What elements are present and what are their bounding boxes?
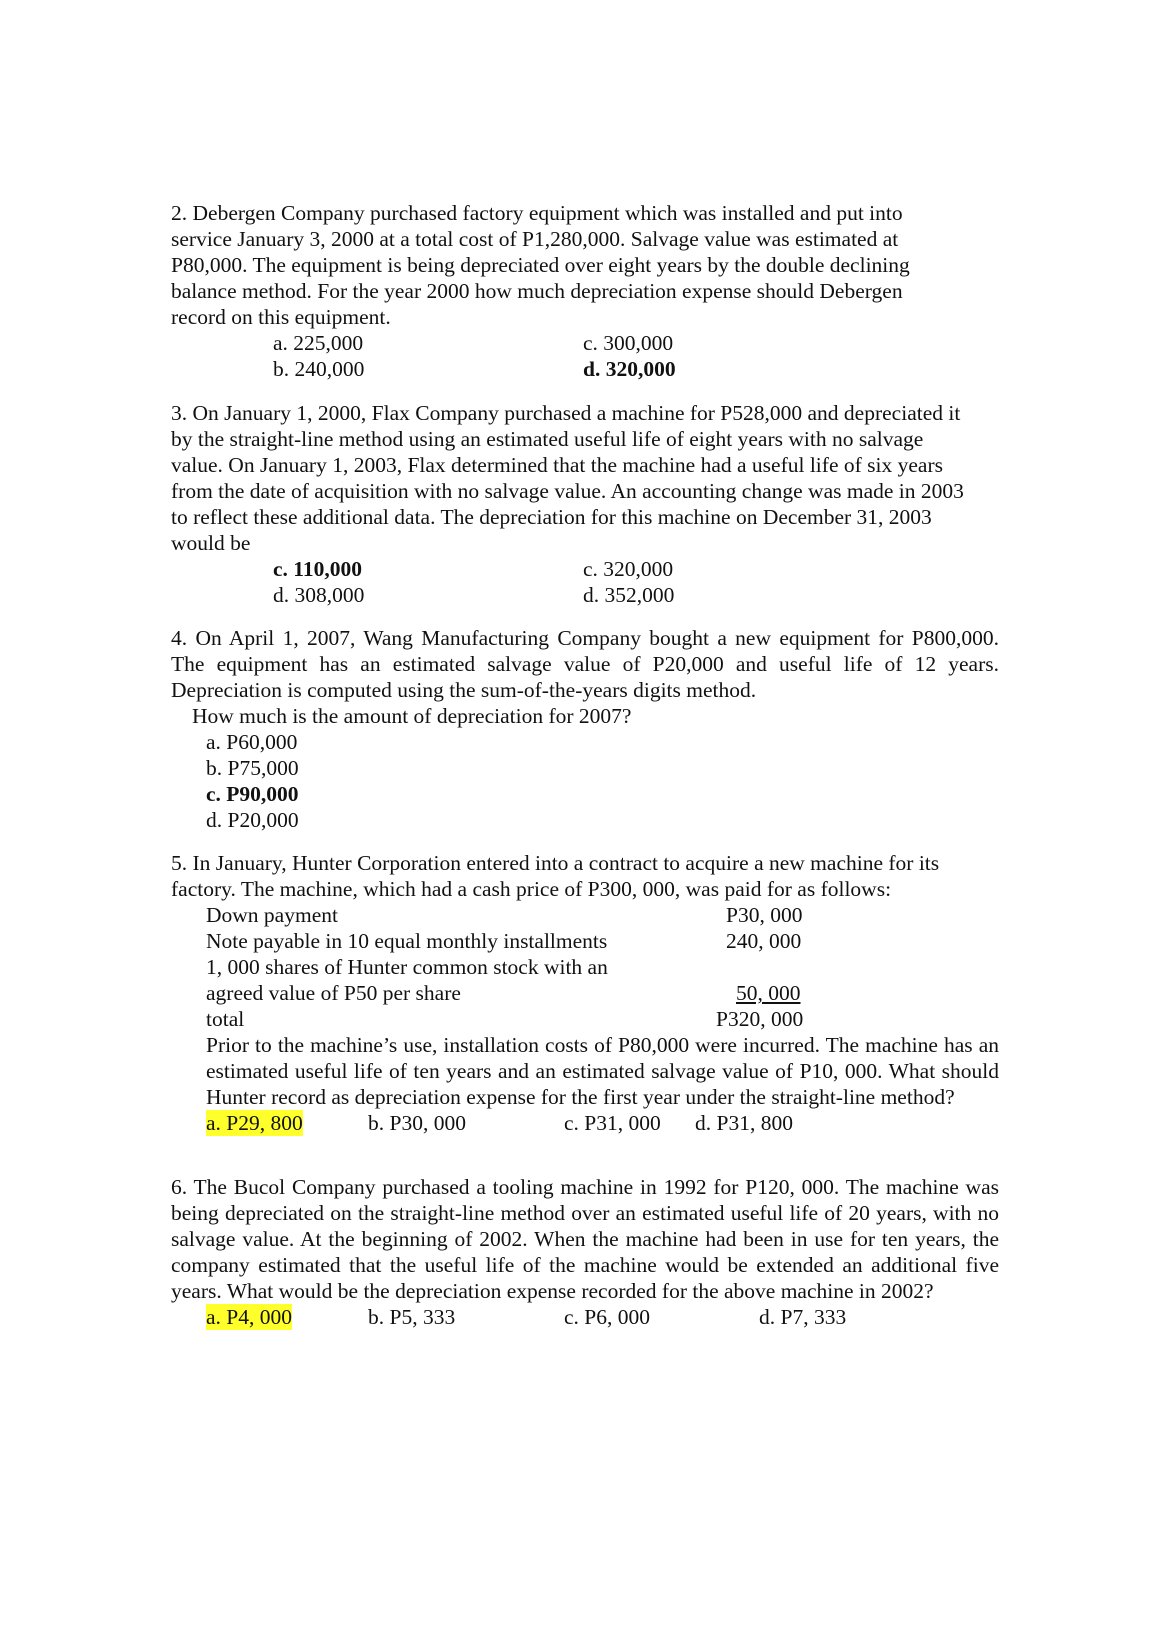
q3-option-4: d. 352,000	[583, 583, 675, 607]
question-4-subquestion: How much is the amount of depreciation for 2007?	[192, 704, 632, 728]
question-3	[171, 400, 999, 608]
question-5-paragraph: Prior to the machine’s use, installation costs of P80,000 were incurred. The machine has an estimated useful life of ten years and an estimated salvage value of P10, 000. What should Hunter record as depreciation expense for the first year under the straight-line method?	[206, 1033, 999, 1109]
question-6	[171, 1174, 999, 1330]
payment-label: Down payment	[206, 903, 338, 927]
payment-row	[206, 928, 999, 954]
q5-option-a-answer: a. P29, 800	[206, 1111, 303, 1135]
q6-option-a-answer: a. P4, 000	[206, 1305, 292, 1329]
q4-option-d: d. P20,000	[206, 808, 299, 832]
q5-option-c: c. P31, 000	[564, 1111, 661, 1135]
q4-option-a: a. P60,000	[206, 730, 298, 754]
q6-option-b: b. P5, 333	[368, 1305, 456, 1329]
payment-label: agreed value of P50 per share	[206, 981, 461, 1005]
q2-option-a: a. 225,000	[273, 331, 364, 355]
question-6-stem: 6. The Bucol Company purchased a tooling machine in 1992 for P120, 000. The machine was being depreciated on the straight-line method over an estimated useful life of 20 years, with no salvage value. At the beginning of 2002. When the machine had been in use for ten years, the company estimated that the useful life of the machine would be extended an additional five years. What would be the depreciation expense recorded for the above machine in 2002?	[171, 1175, 999, 1303]
q4-option-c-answer: c. P90,000	[206, 782, 299, 806]
payment-label: 1, 000 shares of Hunter common stock with an	[206, 955, 608, 979]
question-2-stem: 2. Debergen Company purchased factory equipment which was installed and put into service January 3, 2000 at a total cost of P1,280,000. Salvage value was estimated at P80,000. The equipment is being depreciated over eight years by the double declining balance method. For the year 2000 how much depreciation expense should Debergen record on this equipment.	[171, 201, 910, 329]
q3-option-2: d. 308,000	[273, 583, 365, 607]
payment-table	[206, 902, 999, 1136]
payment-row	[206, 954, 999, 980]
question-5-options	[206, 1110, 999, 1136]
q5-option-d: d. P31, 800	[695, 1111, 793, 1135]
payment-row	[206, 902, 999, 928]
q2-option-d-answer: d. 320,000	[583, 357, 676, 381]
q6-option-c: c. P6, 000	[564, 1305, 650, 1329]
question-4-stem: 4. On April 1, 2007, Wang Manufacturing Company bought a new equipment for P800,000. The equipment has an estimated salvage value of P20,000 and useful life of 12 years. Depreciation is computed using the sum-of-the-years digits method.	[171, 626, 999, 702]
q2-option-c: c. 300,000	[583, 331, 674, 355]
q4-option-b: b. P75,000	[206, 756, 299, 780]
question-2	[171, 200, 999, 382]
q5-option-b: b. P30, 000	[368, 1111, 466, 1135]
q3-option-1-answer: c. 110,000	[273, 557, 362, 581]
q3-option-3: c. 320,000	[583, 557, 674, 581]
question-4-options	[206, 729, 999, 833]
question-6-options	[206, 1304, 999, 1330]
question-3-options	[171, 556, 999, 608]
question-2-options	[171, 330, 999, 382]
question-4	[171, 625, 999, 833]
payment-amount: P320, 000	[716, 1007, 804, 1031]
payment-row	[206, 980, 999, 1006]
payment-amount: P30, 000	[726, 903, 803, 927]
payment-label: Note payable in 10 equal monthly installments	[206, 929, 608, 953]
question-3-stem: 3. On January 1, 2000, Flax Company purchased a machine for P528,000 and depreciated it by the straight-line method using an estimated useful life of eight years with no salvage value. On January 1, 2003, Flax determined that the machine had a useful life of six years from the date of acquisition with no salvage value. An accounting change was made in 2003 to reflect these additional data. The depreciation for this machine on December 31, 2003 would be	[171, 401, 964, 555]
payment-amount: 240, 000	[726, 929, 802, 953]
question-5-stem: 5. In January, Hunter Corporation entered into a contract to acquire a new machine for its factory. The machine, which had a cash price of P300, 000, was paid for as follows:	[171, 851, 940, 901]
payment-amount: 50, 000	[736, 981, 801, 1005]
q2-option-b: b. 240,000	[273, 357, 365, 381]
question-5	[171, 850, 999, 1136]
payment-label: total	[206, 1007, 245, 1031]
payment-row-total	[206, 1006, 999, 1032]
q6-option-d: d. P7, 333	[759, 1305, 847, 1329]
